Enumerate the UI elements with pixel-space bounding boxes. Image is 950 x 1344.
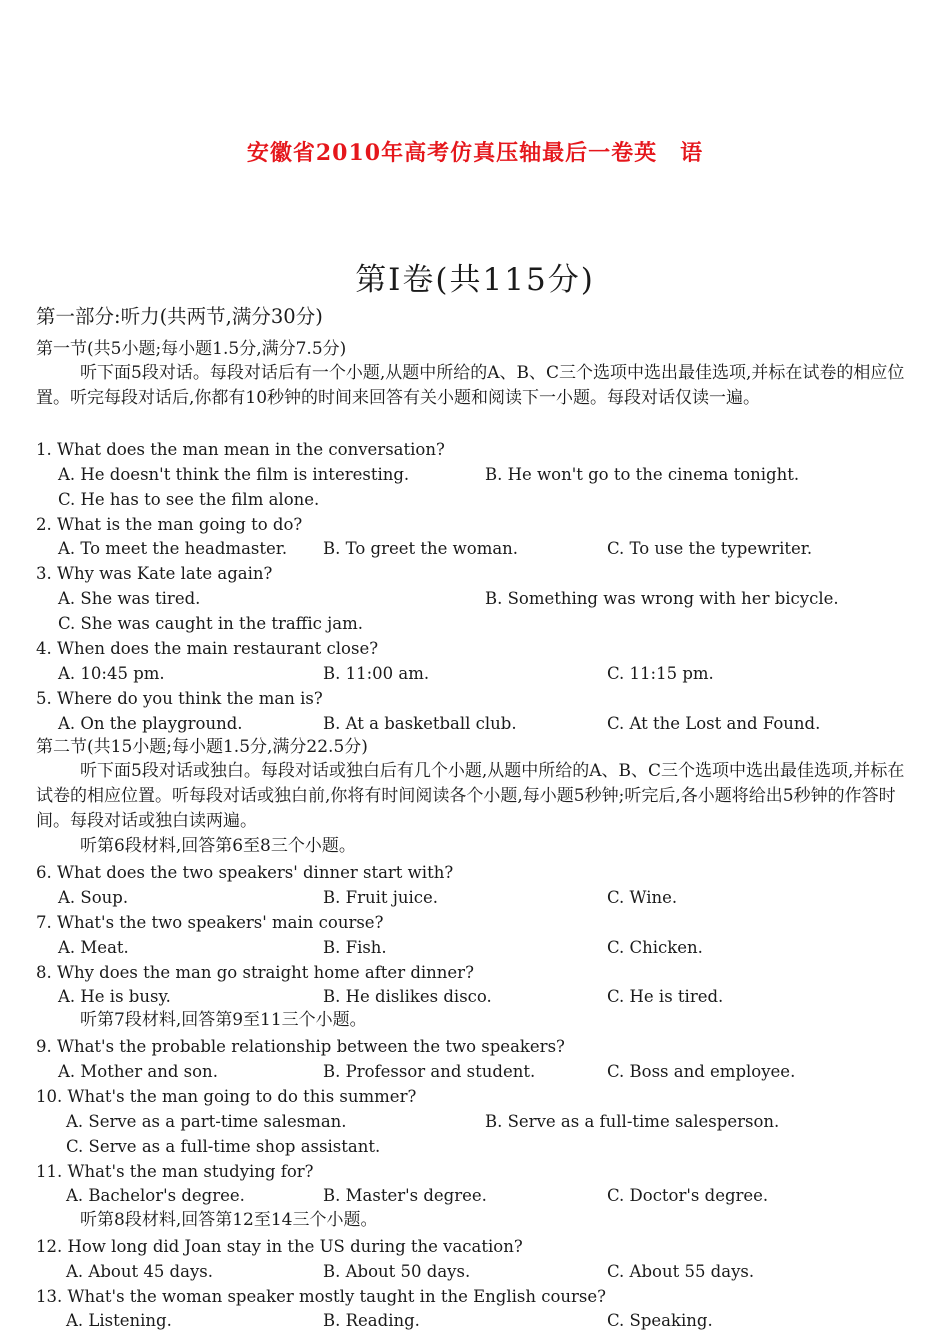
option-c: C. Doctor's degree.	[607, 1186, 769, 1205]
question-stem: 12. How long did Joan stay in the US during the vacation?	[36, 1237, 523, 1256]
option-c: C. About 55 days.	[607, 1262, 755, 1281]
option-b: B. At a basketball club.	[323, 714, 517, 733]
question-stem: 8. Why does the man go straight home after dinner?	[36, 963, 474, 982]
question-stem: 4. When does the main restaurant close?	[36, 639, 379, 658]
section2-heading: 第二节(共15小题;每小题1.5分,满分22.5分)	[36, 737, 368, 757]
option-a: A. She was tired.	[58, 589, 201, 608]
question-stem: 3. Why was Kate late again?	[36, 564, 273, 583]
question-stem: 9. What's the probable relationship between the two speakers?	[36, 1037, 565, 1056]
material-7-instruction: 听第7段材料,回答第9至11三个小题。	[80, 1010, 367, 1030]
option-b: B. Reading.	[323, 1311, 420, 1330]
question-stem: 5. Where do you think the man is?	[36, 689, 323, 708]
section1-instructions: 听下面5段对话。每段对话后有一个小题,从题中所给的A、B、C三个选项中选出最佳选项,并标在试卷的相应位置。听完每段对话后,你都有10秒钟的时间来回答有关小题和阅读下一小题。每段对话仅读一遍。	[36, 363, 905, 408]
option-c: C. 11:15 pm.	[607, 664, 714, 683]
option-c: C. He is tired.	[607, 987, 724, 1006]
option-a: A. Meat.	[58, 938, 129, 957]
option-a: A. Bachelor's degree.	[66, 1186, 245, 1205]
volume-title: 第Ⅰ卷(共115分)	[355, 262, 595, 298]
option-a: A. On the playground.	[58, 714, 243, 733]
material-8-instruction: 听第8段材料,回答第12至14三个小题。	[80, 1210, 378, 1230]
option-b: B. Serve as a full-time salesperson.	[485, 1112, 780, 1131]
option-c: C. At the Lost and Found.	[607, 714, 821, 733]
option-a: A. Serve as a part-time salesman.	[66, 1112, 347, 1131]
option-c: C. Wine.	[607, 888, 678, 907]
option-c: C. Speaking.	[607, 1311, 713, 1330]
option-b: B. Something was wrong with her bicycle.	[485, 589, 839, 608]
option-a: A. About 45 days.	[66, 1262, 213, 1281]
option-b: B. About 50 days.	[323, 1262, 471, 1281]
option-a: A. 10:45 pm.	[58, 664, 165, 683]
option-c: C. Boss and employee.	[607, 1062, 796, 1081]
question-stem: 11. What's the man studying for?	[36, 1162, 314, 1181]
option-c: C. He has to see the film alone.	[58, 490, 320, 509]
document-title: 安徽省2010年高考仿真压轴最后一卷英 语	[246, 140, 704, 166]
question-stem: 6. What does the two speakers' dinner start with?	[36, 863, 454, 882]
section1-heading: 第一节(共5小题;每小题1.5分,满分7.5分)	[36, 339, 347, 359]
option-b: B. Fish.	[323, 938, 387, 957]
option-c: C. To use the typewriter.	[607, 539, 813, 558]
option-a: A. Listening.	[66, 1311, 172, 1330]
option-a: A. He doesn't think the film is interesting.	[58, 465, 410, 484]
section2-instructions: 听下面5段对话或独白。每段对话或独白后有几个小题,从题中所给的A、B、C三个选项中选出最佳选项,并标在试卷的相应位置。听每段对话或独白前,你将有时间阅读各个小题,每小题5秒钟;听完后,各小题将给出5秒钟的作答时间。每段对话或独白读两遍。	[36, 761, 905, 831]
question-stem: 10. What's the man going to do this summer?	[36, 1087, 417, 1106]
option-a: A. To meet the headmaster.	[58, 539, 288, 558]
question-stem: 1. What does the man mean in the conversation?	[36, 440, 445, 459]
part1-heading: 第一部分:听力(共两节,满分30分)	[36, 305, 323, 328]
option-b: B. To greet the woman.	[323, 539, 519, 558]
option-a: A. Soup.	[58, 888, 129, 907]
question-stem: 2. What is the man going to do?	[36, 515, 303, 534]
option-c: C. She was caught in the traffic jam.	[58, 614, 364, 633]
question-stem: 13. What's the woman speaker mostly taught in the English course?	[36, 1287, 606, 1306]
option-b: B. He won't go to the cinema tonight.	[485, 465, 800, 484]
option-b: B. Master's degree.	[323, 1186, 487, 1205]
option-b: B. Fruit juice.	[323, 888, 439, 907]
option-b: B. He dislikes disco.	[323, 987, 492, 1006]
question-stem: 7. What's the two speakers' main course?	[36, 913, 384, 932]
option-c: C. Serve as a full-time shop assistant.	[66, 1137, 381, 1156]
material-6-instruction: 听第6段材料,回答第6至8三个小题。	[80, 836, 356, 856]
option-a: A. He is busy.	[58, 987, 171, 1006]
option-c: C. Chicken.	[607, 938, 703, 957]
option-a: A. Mother and son.	[58, 1062, 218, 1081]
option-b: B. Professor and student.	[323, 1062, 536, 1081]
option-b: B. 11:00 am.	[323, 664, 430, 683]
